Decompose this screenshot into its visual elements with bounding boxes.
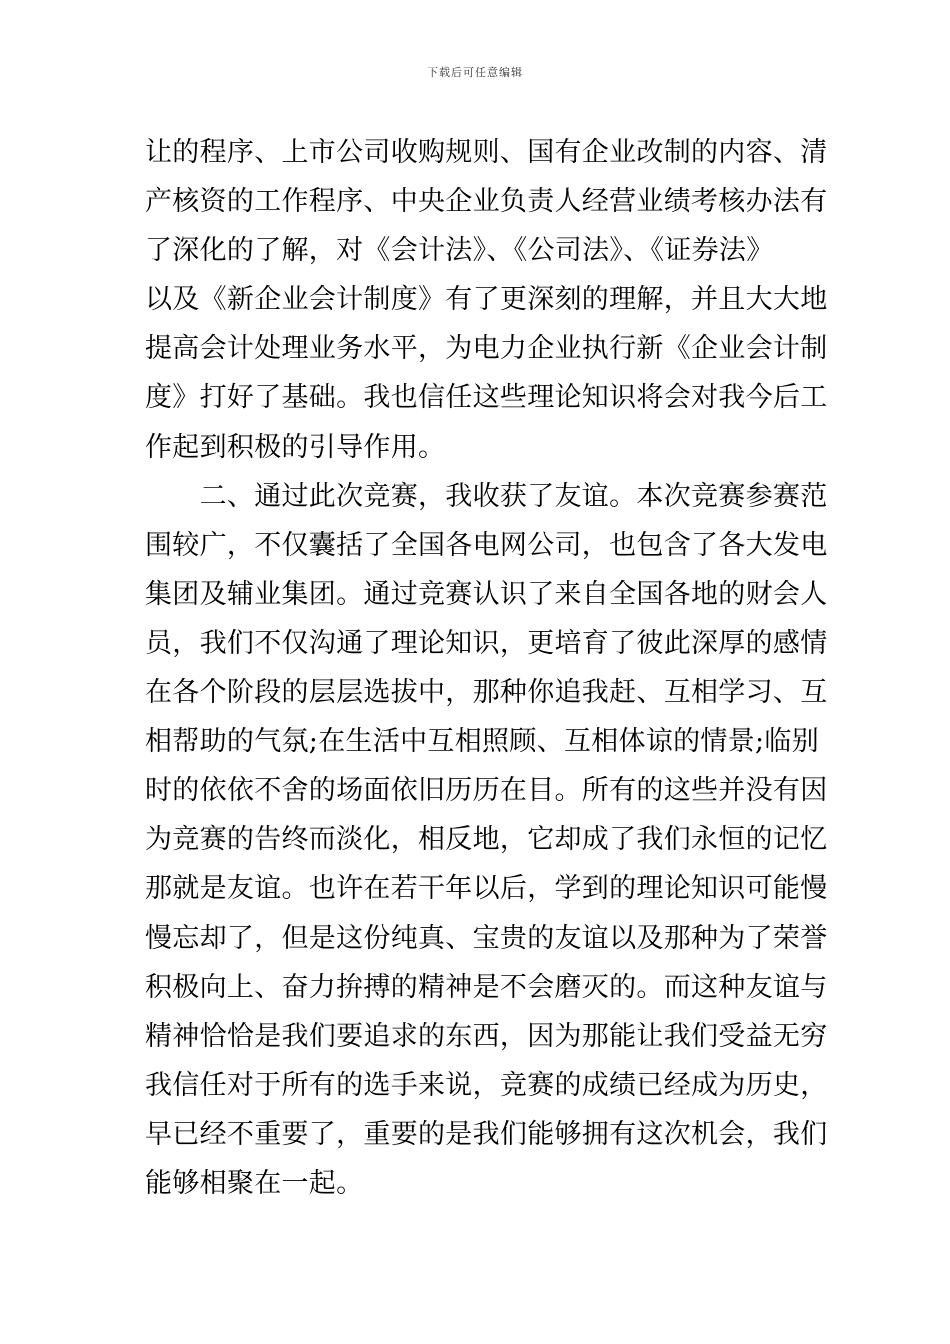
text-line: 为竞赛的告终而淡化，相反地，它却成了我们永恒的记忆 xyxy=(145,824,828,856)
text-line: 提高会计处理业务水平，为电力企业执行新《企业会计制 xyxy=(145,333,828,365)
text-line: 度》打好了基础。我也信任这些理论知识将会对我今后工 xyxy=(145,382,828,414)
text-line: 早已经不重要了，重要的是我们能够拥有这次机会，我们 xyxy=(145,1118,828,1150)
text-line: 慢忘却了，但是这份纯真、宝贵的友谊以及那种为了荣誉 xyxy=(145,922,828,954)
text-line: 作起到积极的引导作用。 xyxy=(145,431,446,463)
text-line: 集团及辅业集团。通过竞赛认识了来自全国各地的财会人 xyxy=(145,578,828,610)
text-line: 以及《新企业会计制度》有了更深刻的理解，并且大大地 xyxy=(145,284,828,316)
text-line: 我信任对于所有的选手来说，竞赛的成绩已经成为历史， xyxy=(145,1069,828,1101)
text-line: 产核资的工作程序、中央企业负责人经营业绩考核办法有 xyxy=(145,186,828,218)
text-line: 能够相聚在一起。 xyxy=(145,1167,364,1199)
text-line: 围较广，不仅囊括了全国各电网公司，也包含了各大发电 xyxy=(145,529,828,561)
text-line: 在各个阶段的层层选拔中，那种你追我赶、互相学习、互 xyxy=(145,677,828,709)
text-line: 让的程序、上市公司收购规则、国有企业改制的内容、清 xyxy=(145,137,828,168)
page-header: 下载后可任意编辑 xyxy=(427,66,523,79)
document-body xyxy=(145,128,828,1208)
text-line: 时的依依不舍的场面依旧历历在目。所有的这些并没有因 xyxy=(145,775,828,807)
text-line: 员，我们不仅沟通了理论知识，更培育了彼此深厚的感情 xyxy=(145,627,828,659)
text-line: 了深化的了解，对《会计法》、《公司法》、《证券法》 xyxy=(145,235,774,267)
text-line: 精神恰恰是我们要追求的东西，因为那能让我们受益无穷 xyxy=(145,1020,828,1052)
text-line: 积极向上、奋力拚搏的精神是不会磨灭的。而这种友谊与 xyxy=(145,971,828,1003)
text-line: 二、通过此次竞赛，我收获了友谊。本次竞赛参赛范 xyxy=(145,480,828,512)
text-line: 那就是友谊。也许在若干年以后，学到的理论知识可能慢 xyxy=(145,873,828,905)
text-line: 相帮助的气氛;在生活中互相照顾、互相体谅的情景;临别 xyxy=(145,726,819,758)
